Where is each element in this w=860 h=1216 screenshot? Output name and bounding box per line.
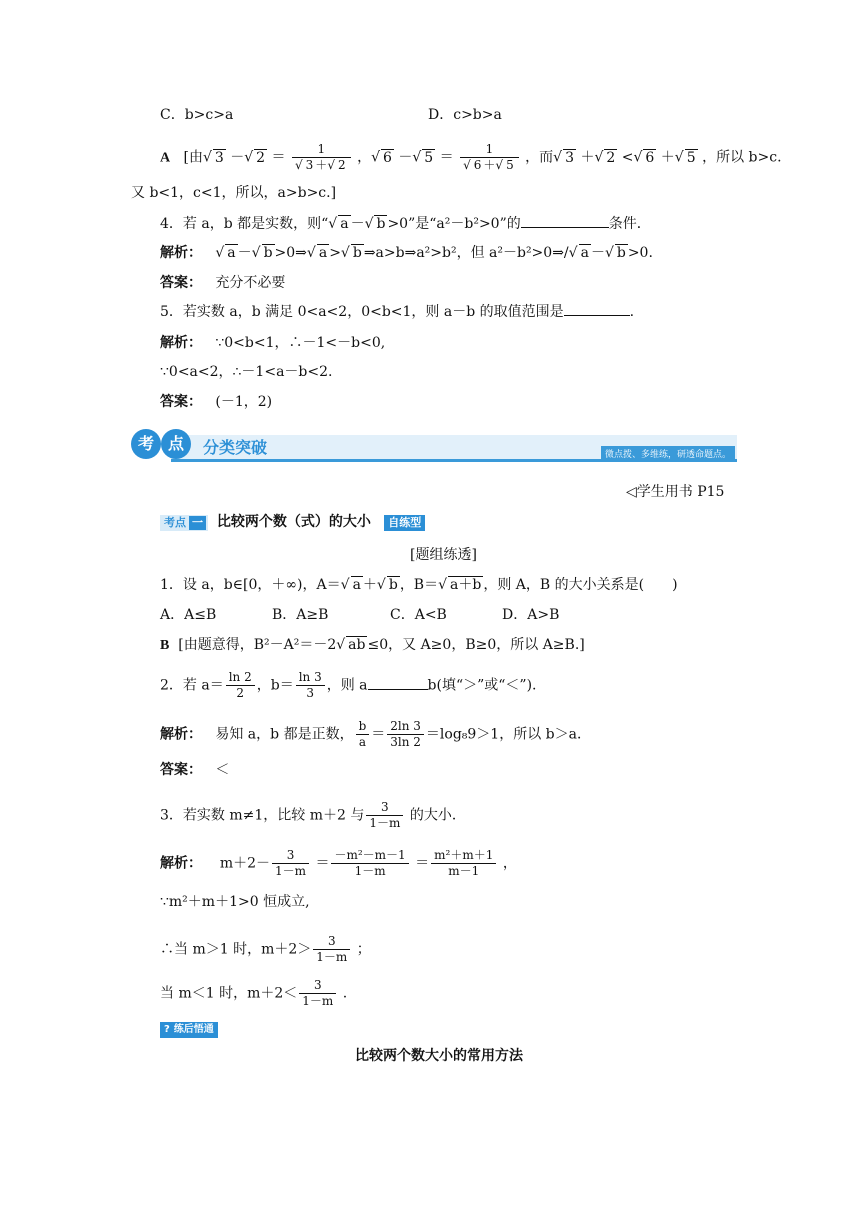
page-reference: ◁学生用书 P15 — [626, 484, 725, 500]
banner-circle-1: 考 — [131, 429, 161, 459]
p2-analysis: 解析： 易知 a，b 都是正数， $\frac{b}{a}$ ＝ $\frac{2\ln 3}{3\ln 2}$ ＝log₈9＞1，所以 b＞a． — [160, 719, 591, 749]
q3-answer-line: A [由√ 3 －√ 2 ＝ $\frac{1}{√ 3 +√ 2}$ ，√ 6 －√ 5 ＝ $\frac{1}{√ 6 +√ 5}$ ，而√ 3 ＋√ 2 <√ 6 ＋√ 5 ，所以 b>c. — [160, 142, 782, 172]
bottom-title: 比较两个数大小的常用方法 — [355, 1048, 523, 1064]
option-a: A．A≤B — [160, 607, 217, 623]
section-banner — [131, 427, 737, 465]
option-d: D．A>B — [502, 607, 560, 623]
q5-analysis-line2: ∵0<a<2，∴－1<a－b<2. — [160, 364, 333, 380]
banner-circle-2: 点 — [161, 429, 191, 459]
section-heading — [160, 512, 425, 532]
option-b: B．A≥B — [272, 607, 329, 623]
p3-stem: 3．若实数 m≠1，比较 m＋2 与 $\frac{3}{1-m}$ 的大小． — [160, 800, 466, 830]
fraction: $\frac{1}{√ 6 +√ 5}$ — [460, 142, 519, 173]
q5-analysis: 解析： ∵0<b<1，∴－1<－b<0, — [160, 335, 386, 351]
p2-stem: 2．若 a＝ $\frac{\ln 2}{2}$ ，b＝ $\frac{\ln 3}{3}$ ，则 a b(填“＞”或“＜”). — [160, 670, 537, 700]
p1-answer: B [由题意得，B²－A²＝－2√ ab ≤0，又 A≥0，B≥0，所以 A≥B.] — [160, 637, 585, 653]
p3-line3: ∴当 m＞1 时，m＋2＞ $\frac{3}{1-m}$ ； — [160, 934, 371, 964]
q4-analysis: 解析： √ a －√ b >0⇒√ a >√ b ⇒a>b⇒a²>b²，但 a²－b²>0⇒/√ a －√ b >0. — [160, 245, 653, 261]
section-type-tag: 自练型 — [384, 515, 425, 531]
p2-answer: 答案： ＜ — [160, 762, 230, 778]
q4-stem: 4．若 a，b 都是实数，则“√ a －√ b >0”是“a²－b²>0”的 条件． — [160, 216, 651, 232]
banner-title: 分类突破 — [203, 438, 268, 457]
section-title: 比较两个数（式）的大小 — [216, 514, 371, 530]
answer-letter: A — [160, 150, 171, 166]
q4-answer: 答案： 充分不必要 — [160, 275, 286, 291]
q5-answer: 答案： (－1，2) — [160, 394, 273, 410]
q5-stem: 5．若实数 a，b 满足 0<a<2，0<b<1，则 a－b 的取值范围是 . — [160, 304, 635, 320]
q3-answer-line2: 又 b<1，c<1，所以，a>b>c.] — [131, 185, 337, 201]
banner-tag: 微点拨、多维练，研透命题点。 — [601, 446, 735, 461]
answer-blank[interactable] — [564, 315, 630, 316]
group-title: [题组练透] — [410, 547, 477, 563]
p3-line2: ∵m²＋m＋1>0 恒成立, — [160, 894, 310, 910]
fraction: $\frac{1}{√ 3 +√ 2}$ — [292, 142, 351, 173]
answer-blank[interactable] — [368, 689, 428, 690]
option-d: D．c>b>a — [428, 107, 502, 123]
option-c: C．b>c>a — [160, 107, 234, 123]
option-c: C．A<B — [390, 607, 447, 623]
section-tag: 考点 一 — [160, 515, 208, 531]
question-icon: ? — [160, 1022, 174, 1038]
p3-analysis: 解析： m＋2－ $\frac{3}{1-m}$ ＝ $\frac{\text{－m²－m－1}}{1-m}$ ＝ $\frac{\text{m²＋m＋1}}{m-1}$ ， — [160, 848, 517, 878]
tip-label: ? 练后悟通 — [160, 1018, 218, 1038]
p1-stem: 1．设 a，b∈[0，＋∞)，A＝√ a ＋√ b ，B＝√ a＋b ，则 A，B 的大小关系是( ) — [160, 577, 678, 593]
p3-line4: 当 m＜1 时，m＋2＜ $\frac{3}{1-m}$ . — [160, 978, 348, 1008]
p1-options — [160, 605, 559, 625]
answer-blank[interactable] — [521, 227, 609, 228]
